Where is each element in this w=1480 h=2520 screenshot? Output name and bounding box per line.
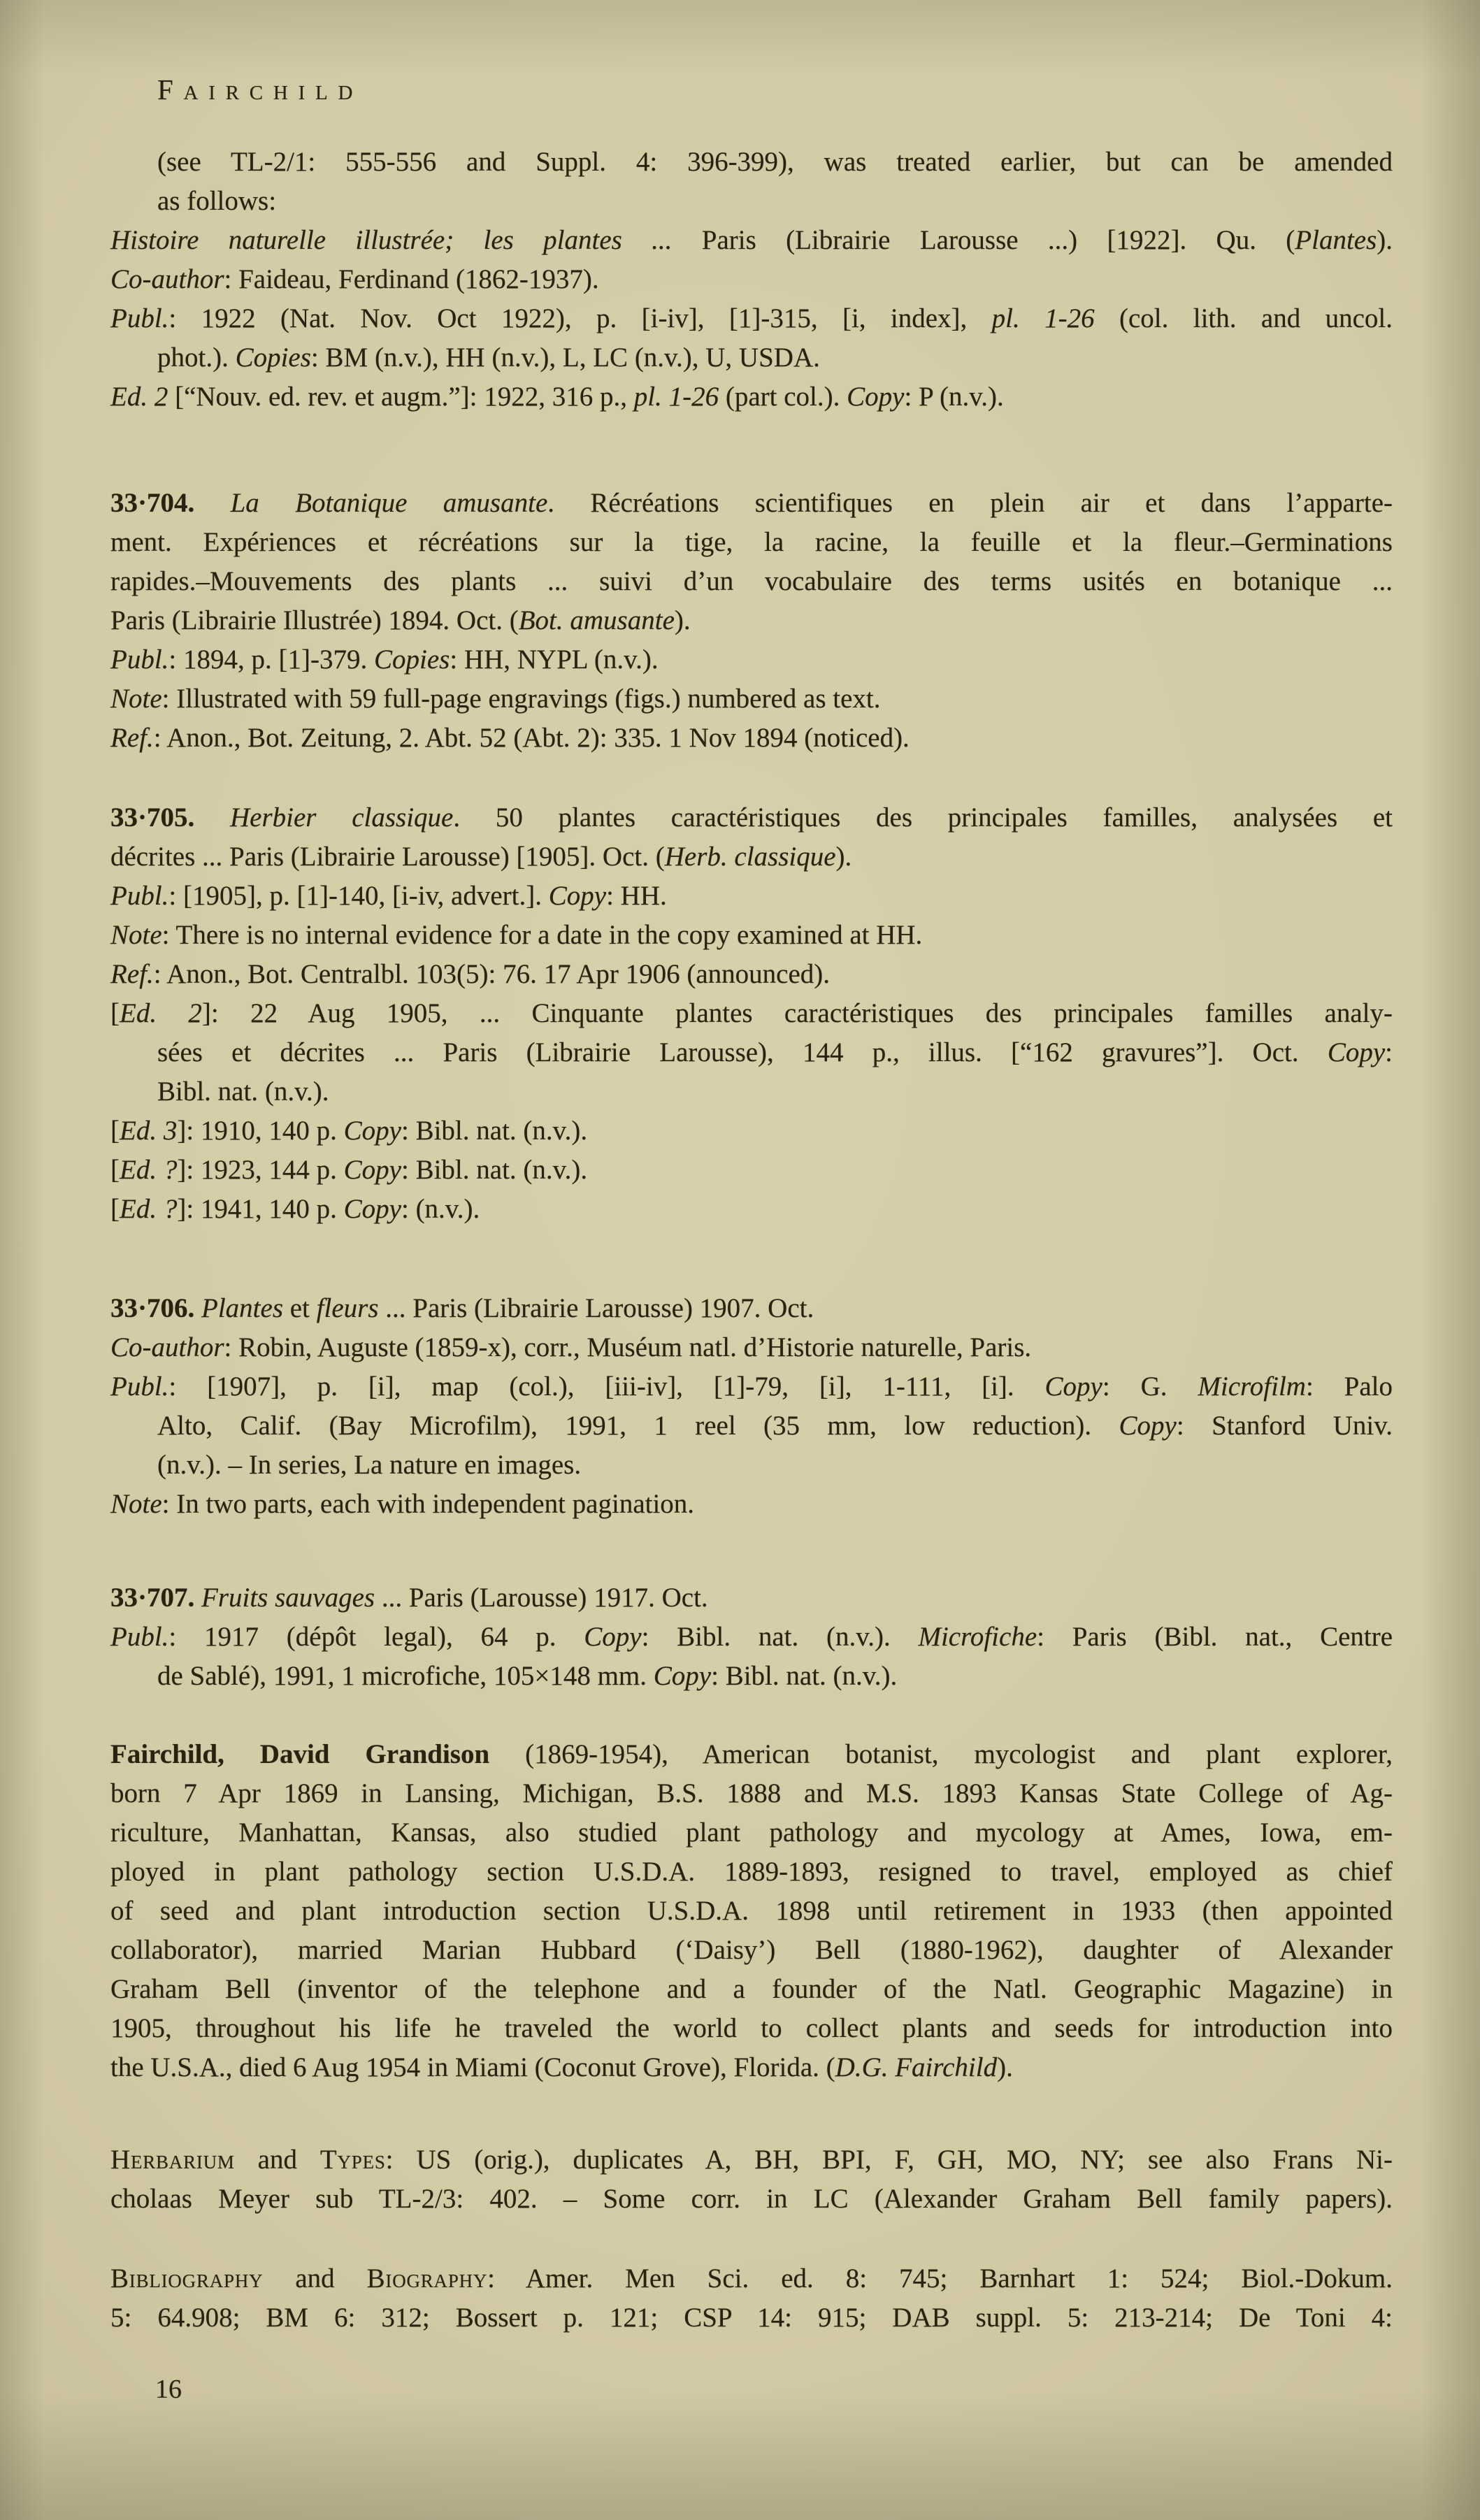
text-segment: Copies bbox=[235, 343, 311, 373]
text-line bbox=[110, 1813, 1393, 1852]
text-segment: : Robin, Auguste (1859-x), corr., Muséum natl. d’Historie naturelle, Paris. bbox=[224, 1332, 1032, 1362]
text-segment: phot.). bbox=[157, 343, 236, 373]
text-line bbox=[110, 221, 1393, 260]
text-segment: Publ. bbox=[110, 303, 169, 333]
text-segment: [ bbox=[110, 1116, 120, 1146]
text-segment: ... Paris (Larousse) 1917. Oct. bbox=[375, 1583, 708, 1613]
text-segment: Note bbox=[110, 1489, 162, 1519]
text-segment: ). bbox=[674, 605, 691, 635]
text-segment: Copy bbox=[1044, 1371, 1102, 1402]
text-segment: ... Paris (Librairie Larousse) 1907. Oct. bbox=[378, 1293, 814, 1323]
text-segment: Ref. bbox=[110, 723, 154, 753]
text-segment: born 7 Apr 1869 in Lansing, Michigan, B.S. 1888 and M.S. 1893 Kansas State College of Ag- bbox=[110, 1778, 1393, 1808]
text-segment: Copy bbox=[343, 1155, 401, 1185]
text-segment: [ bbox=[110, 1155, 120, 1185]
text-segment: ]: 1923, 144 p. bbox=[177, 1155, 344, 1185]
text-line bbox=[110, 2048, 1393, 2087]
text-segment: Fruits sauvages bbox=[201, 1583, 375, 1613]
text-segment: : Anon., Bot. Zeitung, 2. Abt. 52 (Abt. 2): 335. 1 Nov 1894 (noticed). bbox=[153, 723, 910, 753]
text-segment: ployed in plant pathology section U.S.D.A. 1889-1893, resigned to travel, employed as chief bbox=[110, 1857, 1393, 1887]
text-segment: Copy bbox=[1119, 1411, 1177, 1441]
text-segment: Microfilm bbox=[1198, 1371, 1306, 1402]
text-segment bbox=[194, 488, 230, 518]
text-line bbox=[110, 1289, 1393, 1328]
entry-33707 bbox=[110, 1578, 1393, 1696]
text-segment: : G. bbox=[1102, 1371, 1198, 1402]
text-segment bbox=[194, 802, 230, 833]
text-segment: : Paris (Bibl. nat., Centre bbox=[1037, 1622, 1393, 1652]
text-segment: Publ. bbox=[110, 645, 169, 675]
text-line bbox=[110, 523, 1393, 562]
text-line bbox=[110, 1852, 1393, 1892]
text-segment: Publ. bbox=[110, 1622, 169, 1652]
text-segment: Ed. ? bbox=[120, 1155, 178, 1185]
text-line bbox=[110, 877, 1393, 916]
text-segment: Paris (Librairie Larousse ...) [1922]. Qu. ( bbox=[672, 225, 1295, 255]
text-segment: Copy bbox=[584, 1622, 642, 1652]
text-segment: riculture, Manhattan, Kansas, also studied plant pathology and mycology at Ames, Iowa, em- bbox=[110, 1817, 1393, 1848]
text-segment: ]: 22 Aug 1905, ... Cinquante plantes caractéristiques des principales familles analy- bbox=[201, 998, 1393, 1028]
text-segment: ]: 1910, 140 p. bbox=[177, 1116, 344, 1146]
text-line bbox=[110, 916, 1393, 955]
text-segment: Copy bbox=[847, 382, 905, 412]
text-segment: rapides.–Mouvements des plants ... suivi d’un vocabulaire des terms usités en botanique ... bbox=[110, 566, 1393, 596]
text-segment: Bot. amusante bbox=[518, 605, 675, 635]
text-line bbox=[110, 2298, 1393, 2338]
text-line bbox=[110, 1367, 1393, 1406]
text-segment: Note bbox=[110, 920, 162, 950]
text-line bbox=[110, 143, 1393, 182]
text-segment: : Bibl. nat. (n.v.). bbox=[711, 1661, 898, 1691]
text-line bbox=[110, 1446, 1393, 1485]
text-line bbox=[110, 562, 1393, 601]
text-segment: Graham Bell (inventor of the telephone and a founder of the Natl. Geographic Magazine) in bbox=[110, 1974, 1393, 2004]
text-segment: Types bbox=[319, 2145, 386, 2175]
text-segment: sées et décrites ... Paris (Librairie Larousse), 144 p., illus. [“162 gravures”]. Oct. bbox=[157, 1037, 1328, 1067]
text-line bbox=[110, 2259, 1393, 2298]
text-segment: : Bibl. nat. (n.v.). bbox=[401, 1116, 588, 1146]
text-segment: Ref. bbox=[110, 959, 154, 989]
text-line bbox=[110, 1111, 1393, 1151]
text-segment: : HH. bbox=[606, 881, 667, 911]
text-segment: (1869-1954), American botanist, mycologist and plant explorer, bbox=[489, 1739, 1393, 1769]
text-segment: . 50 plantes caractéristiques des principales familles, analysées et bbox=[453, 802, 1393, 833]
text-segment: of seed and plant introduction section U.S.D.A. 1898 until retirement in 1933 (then appointed bbox=[110, 1896, 1393, 1926]
text-line bbox=[110, 2009, 1393, 2048]
text-line bbox=[110, 1072, 1393, 1111]
text-segment: pl. 1-26 bbox=[633, 382, 719, 412]
text-segment: ]: 1941, 140 p. bbox=[177, 1194, 344, 1224]
text-segment: Biography bbox=[366, 2263, 488, 2294]
text-segment: Ed. 2 bbox=[110, 382, 168, 412]
text-segment: : Stanford Univ. bbox=[1176, 1411, 1393, 1441]
text-line bbox=[110, 1190, 1393, 1229]
text-segment: Microfiche bbox=[918, 1622, 1037, 1652]
text-segment: Alto, Calif. (Bay Microfilm), 1991, 1 reel (35 mm, low reduction). bbox=[157, 1411, 1119, 1441]
text-segment: 33·705. bbox=[110, 802, 195, 833]
text-segment: Plantes bbox=[1295, 225, 1377, 255]
text-line bbox=[110, 601, 1393, 640]
text-line bbox=[110, 338, 1393, 377]
text-segment: Bibl. nat. (n.v.). bbox=[157, 1077, 329, 1107]
text-line bbox=[110, 719, 1393, 758]
text-segment: and bbox=[263, 2263, 367, 2294]
text-column bbox=[110, 143, 1393, 2338]
text-segment: 33·704. bbox=[110, 488, 195, 518]
text-line bbox=[110, 1892, 1393, 1931]
text-line bbox=[110, 1578, 1393, 1618]
text-line bbox=[110, 1735, 1393, 1774]
text-segment: ). bbox=[835, 842, 852, 872]
text-line bbox=[110, 1033, 1393, 1072]
entry-33705 bbox=[110, 798, 1393, 1229]
text-line bbox=[110, 1774, 1393, 1813]
text-segment: : BM (n.v.), HH (n.v.), L, LC (n.v.), U, USDA. bbox=[310, 343, 820, 373]
text-segment: 33·707. bbox=[110, 1583, 195, 1613]
text-segment: Herbarium bbox=[110, 2145, 235, 2175]
text-segment: Ed. 3 bbox=[120, 1116, 178, 1146]
text-segment: : HH, NYPL (n.v.). bbox=[450, 645, 659, 675]
text-segment: fleurs bbox=[316, 1293, 379, 1323]
text-segment: Ed. ? bbox=[120, 1194, 178, 1224]
text-segment: : P (n.v.). bbox=[904, 382, 1004, 412]
text-segment: : Anon., Bot. Centralbl. 103(5): 76. 17 Apr 1906 (announced). bbox=[153, 959, 831, 989]
text-segment: Copy bbox=[1327, 1037, 1386, 1067]
text-line bbox=[110, 1406, 1393, 1446]
text-segment: Copy bbox=[548, 881, 607, 911]
text-segment: décrites ... Paris (Librairie Larousse) [1905]. Oct. ( bbox=[110, 842, 665, 872]
text-line bbox=[110, 1328, 1393, 1367]
text-line bbox=[110, 484, 1393, 523]
text-segment: (part col.). bbox=[719, 382, 847, 412]
bibliography-and-biography bbox=[110, 2259, 1393, 2338]
text-line bbox=[110, 955, 1393, 994]
text-segment: La Botanique amusante bbox=[230, 488, 548, 518]
text-segment: Publ. bbox=[110, 881, 169, 911]
text-segment: : Amer. Men Sci. ed. 8: 745; Barnhart 1: 524; Biol.-Dokum. bbox=[487, 2263, 1393, 2294]
text-segment: collaborator), married Marian Hubbard (‘Daisy’) Bell (1880-1962), daughter of Alexander bbox=[110, 1935, 1393, 1965]
text-segment: (col. lith. and uncol. bbox=[1094, 303, 1393, 333]
text-segment: : [1907], p. [i], map (col.), [iii-iv], [1]-79, [i], 1-111, [i]. bbox=[168, 1371, 1045, 1402]
text-segment: : In two parts, each with independent pagination. bbox=[161, 1489, 695, 1519]
text-line bbox=[110, 2140, 1393, 2180]
amended-entry-details bbox=[110, 221, 1393, 417]
text-line bbox=[110, 994, 1393, 1033]
text-line bbox=[110, 1931, 1393, 1970]
text-segment: Herb. classique bbox=[664, 842, 836, 872]
text-line bbox=[110, 182, 1393, 221]
text-segment: 5: 64.908; BM 6: 312; Bossert p. 121; CSP 14: 915; DAB suppl. 5: 213-214; De Toni 4: bbox=[110, 2303, 1393, 2333]
biography-fairchild-david-grandison bbox=[110, 1735, 1393, 2087]
text-segment: Herbier classique bbox=[230, 802, 454, 833]
text-segment: de Sablé), 1991, 1 microfiche, 105×148 mm. bbox=[157, 1661, 654, 1691]
entry-33706 bbox=[110, 1289, 1393, 1524]
text-segment: Copy bbox=[343, 1194, 401, 1224]
text-segment: 33·706. bbox=[110, 1293, 195, 1323]
text-segment: : 1922 (Nat. Nov. Oct 1922), p. [i-iv], [1]-315, [i, index], bbox=[168, 303, 992, 333]
text-segment: 1905, throughout his life he traveled the world to collect plants and seeds for introduction into bbox=[110, 2013, 1393, 2043]
text-line bbox=[110, 377, 1393, 417]
text-segment: : Palo bbox=[1305, 1371, 1393, 1402]
text-segment: Bibliography bbox=[110, 2263, 264, 2294]
text-line bbox=[110, 1151, 1393, 1190]
text-segment: : Bibl. nat. (n.v.). bbox=[401, 1155, 588, 1185]
text-segment: ). bbox=[997, 2052, 1013, 2082]
text-segment: Copy bbox=[653, 1661, 712, 1691]
text-line bbox=[110, 260, 1393, 299]
text-line bbox=[110, 798, 1393, 837]
text-segment: Copies bbox=[373, 645, 450, 675]
text-segment: as follows: bbox=[157, 186, 277, 216]
text-segment: and bbox=[234, 2145, 320, 2175]
text-segment: Fairchild, David Grandison bbox=[110, 1739, 490, 1769]
text-line bbox=[110, 1657, 1393, 1696]
text-segment: . Récréations scientifiques en plein air et dans l’apparte- bbox=[547, 488, 1393, 518]
text-segment: Plantes bbox=[201, 1293, 283, 1323]
text-segment: ment. Expériences et récréations sur la tige, la racine, la feuille et la fleur.–Germinations bbox=[110, 527, 1393, 557]
text-segment: (see TL-2/1: 555-556 and Suppl. 4: 396-399), was treated earlier, but can be amended bbox=[157, 147, 1393, 177]
text-line bbox=[110, 1485, 1393, 1524]
text-segment: Co-author bbox=[110, 1332, 224, 1362]
text-line bbox=[110, 640, 1393, 679]
text-segment: : [1905], p. [1]-140, [i-iv, advert.]. bbox=[168, 881, 549, 911]
text-segment: the U.S.A., died 6 Aug 1954 in Miami (Coconut Grove), Florida. ( bbox=[110, 2052, 835, 2082]
text-segment: cholaas Meyer sub TL-2/3: 402. – Some corr. in LC (Alexander Graham Bell family papers). bbox=[110, 2184, 1393, 2214]
text-line bbox=[110, 679, 1393, 719]
herbarium-and-types bbox=[110, 2140, 1393, 2219]
text-segment: : 1917 (dépôt legal), 64 p. bbox=[168, 1622, 584, 1652]
entry-33704 bbox=[110, 484, 1393, 758]
text-segment: [“Nouv. ed. rev. et augm.”]: 1922, 316 p., bbox=[168, 382, 634, 412]
text-segment bbox=[194, 1293, 201, 1323]
text-segment: ). bbox=[1377, 225, 1393, 255]
text-segment: Histoire naturelle illustrée; les plantes ... bbox=[110, 225, 673, 255]
text-segment: Ed. 2 bbox=[120, 998, 202, 1028]
text-segment: Co-author bbox=[110, 264, 224, 294]
text-segment: : There is no internal evidence for a date in the copy examined at HH. bbox=[161, 920, 923, 950]
text-segment: pl. 1-26 bbox=[991, 303, 1095, 333]
text-segment: : US (orig.), duplicates A, BH, BPI, F, GH, MO, NY; see also Frans Ni- bbox=[385, 2145, 1393, 2175]
text-segment: Paris (Librairie Illustrée) 1894. Oct. ( bbox=[110, 605, 519, 635]
text-line bbox=[110, 1970, 1393, 2009]
text-segment: : Faideau, Ferdinand (1862-1937). bbox=[224, 264, 599, 294]
text-segment: : 1894, p. [1]-379. bbox=[168, 645, 374, 675]
text-segment: : (n.v.). bbox=[401, 1194, 480, 1224]
text-line bbox=[110, 1618, 1393, 1657]
text-segment: et bbox=[283, 1293, 317, 1323]
running-head: Fairchild bbox=[157, 73, 364, 106]
text-line bbox=[110, 299, 1393, 338]
text-segment: Copy bbox=[343, 1116, 401, 1146]
continuation-paragraph bbox=[110, 143, 1393, 221]
text-segment: : bbox=[1385, 1037, 1393, 1067]
text-segment: Note bbox=[110, 684, 162, 714]
text-segment: [ bbox=[110, 998, 120, 1028]
text-line bbox=[110, 837, 1393, 877]
text-segment: : Illustrated with 59 full-page engravings (figs.) numbered as text. bbox=[161, 684, 881, 714]
text-line bbox=[110, 2180, 1393, 2219]
text-segment: D.G. Fairchild bbox=[835, 2052, 998, 2082]
text-segment: [ bbox=[110, 1194, 120, 1224]
page-number: 16 bbox=[155, 2375, 182, 2404]
text-segment: (n.v.). – In series, La nature en images. bbox=[157, 1450, 582, 1480]
text-segment: Publ. bbox=[110, 1371, 169, 1402]
text-segment bbox=[194, 1583, 201, 1613]
text-segment: : Bibl. nat. (n.v.). bbox=[641, 1622, 919, 1652]
